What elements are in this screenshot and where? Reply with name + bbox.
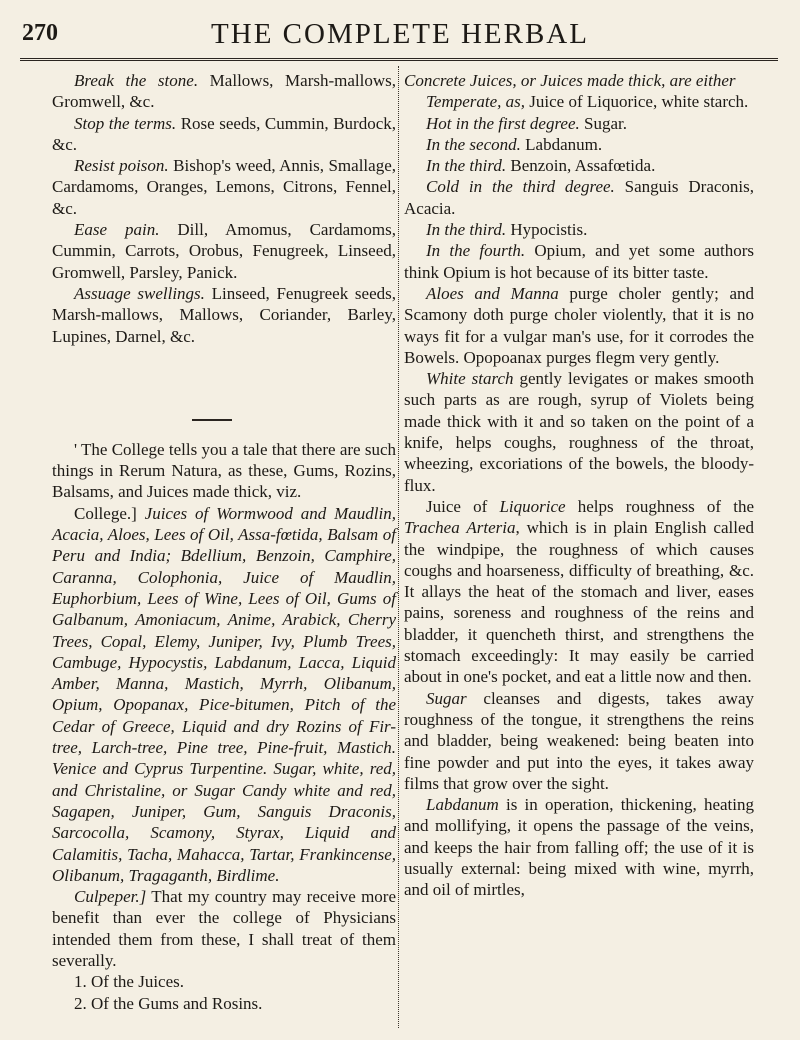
- paragraph-text: Juice of Liquorice, white starch.: [525, 92, 749, 112]
- paragraph-lead: In the second.: [426, 134, 521, 154]
- paragraph-lead: Culpeper.]: [74, 887, 147, 907]
- paragraph-lead: College.]: [74, 503, 145, 523]
- paragraph: [52, 283, 396, 347]
- paragraph-text: helps roughness of the: [565, 496, 754, 516]
- paragraph-text: cleanses and digests, takes away roughness of the tongue, it strengthens the reins and bladder, being weakened: being beaten into fine powder and put into the eyes, it takes away films that grow over the sight.: [404, 688, 754, 793]
- paragraph-text: Opium, and yet some authors think Opium is hot because of its bitter taste.: [404, 241, 754, 282]
- paragraph-lead: Aloes and Manna: [426, 283, 559, 303]
- paragraph-text: Sugar.: [579, 113, 627, 133]
- paragraph: [404, 283, 754, 368]
- paragraph-text: That my country may receive more benefit than ever the college of Physicians intended them from these, I shall treat of them severally.: [52, 887, 396, 970]
- paragraph-text: Sanguis Draconis, Acacia.: [404, 177, 754, 218]
- paragraph: [404, 794, 754, 900]
- paragraph: [404, 688, 754, 794]
- paragraph: ' The College tells you a tale that there are such things in Rerum Natura, as these, Gums, Rozins, Balsams, and Juices made thick, viz.: [52, 439, 396, 502]
- paragraph-lead: Assuage swellings.: [74, 283, 205, 303]
- paragraph-text: Hypocistis.: [506, 220, 588, 240]
- section-rule: [192, 419, 232, 421]
- paragraph-text: Rose seeds, Cummin, Burdock, &c.: [52, 113, 396, 154]
- paragraph: [52, 70, 396, 113]
- paragraph-term: Liquorice: [499, 496, 566, 516]
- paragraph-text: purge choler gently; and Scamony doth purge choler violently, that it is no ways fit for a vulgar man's use, for it corrodes the Bowels. Opopoanax purges flegm very gently.: [404, 283, 754, 367]
- right-column: [404, 70, 754, 901]
- paragraph-text: Juice of: [426, 496, 500, 516]
- paragraph-text: gently levigates or makes smooth such parts as are rough, syrup of Violets being made thick with it and so taken on the point of a knife, helps coughs, roughness of the throat, wheezing, excoriations of the bowels, the bloody-flux.: [404, 369, 754, 495]
- paragraph: [404, 240, 754, 283]
- paragraph-lead: Sugar: [426, 688, 467, 708]
- paragraph: [404, 91, 754, 112]
- header-rule: [20, 58, 778, 61]
- paragraph: [404, 113, 754, 134]
- paragraph-lead: In the third.: [426, 220, 507, 240]
- paragraph-text: Benzoin, Assafœtida.: [506, 156, 656, 176]
- paragraph-text: , which is in plain English called the windpipe, the roughness of which causes coughs and hoarseness, difficulty of breathing, &c. It allays the heat of the stomach and liver, eases pains, soreness and roughness of the reins and bladder, it quencheth thirst, and strengthens the stomach exceedingly: It may easily be carried about in one's pocket, and eat a little now and then.: [404, 518, 754, 687]
- paragraph: [404, 368, 754, 496]
- paragraph-text: Concrete Juices, or Juices made thick, are either: [404, 71, 736, 90]
- section-gap: [52, 347, 396, 437]
- paragraph-text: Bishop's weed, Annis, Smallage, Cardamoms, Oranges, Lemons, Citrons, Fennel, &c.: [52, 156, 396, 218]
- paragraph: [404, 176, 754, 219]
- paragraph: [52, 886, 396, 971]
- paragraph-text: Juices of Wormwood and Maudlin, Acacia, Aloes, Lees of Oil, Assa-fœtida, Balsam of Peru and India; Bdellium, Benzoin, Camphire, Caranna, Colophonia, Juice of Maudlin, Euphorbium, Lees of Wine, Lees of Oil, Gums of Galbanum, Amoniacum, Anime, Arabick, Cherry Trees, Copal, Elemy, Juniper, Ivy, Plumb Trees, Cambuge, Hypocystis, Labdanum, Lacca, Liquid Amber, Manna, Mastich, Myrrh, Olibanum, Opium, Opopanax, Pice-bitumen, Pitch of the Cedar of Greece, Liquid and dry Rozins of Fir-tree, Larch-tree, Pine tree, Pine-fruit, Mastich. Venice and Cyprus Turpentine. Sugar, white, red, and Christaline, or Sugar Candy white and red, Sagapen, Juniper, Gum, Sanguis Draconis, Sarcocolla, Scamony, Styrax, Liquid and Calamitis, Tacha, Mahacca, Tartar, Frankincense, Olibanum, Tragaganth, Birdlime.: [52, 503, 396, 885]
- paragraph-lead: Cold in the third degree.: [426, 177, 615, 197]
- paragraph: [404, 134, 754, 155]
- page-number: 270: [22, 20, 58, 46]
- paragraph: [52, 113, 396, 156]
- paragraph-text: is in operation, thickening, heating and mollifying, it opens the passage of the veins, and keeps the hair from falling off; the use of it is usually external: being mixed with wine, myrrh, and oil of mirtles,: [404, 795, 754, 900]
- paragraph-text: Mallows, Marsh-mallows, Gromwell, &c.: [52, 71, 396, 112]
- list-item: 1. Of the Juices.: [74, 972, 185, 992]
- paragraph-lead: Hot in the first degree.: [426, 113, 580, 133]
- paragraph-lead: Labdanum: [426, 795, 499, 815]
- paragraph-lead: Break the stone.: [74, 71, 199, 90]
- paragraph: [404, 70, 754, 91]
- paragraph-lead: Stop the terms.: [74, 113, 177, 133]
- paragraph: [52, 155, 396, 219]
- running-title: THE COMPLETE HERBAL: [211, 18, 589, 50]
- paragraph-text: Labdanum.: [520, 134, 603, 154]
- paragraph-lead: Resist poison.: [74, 156, 169, 176]
- paragraph-term: Trachea Arteria: [404, 518, 516, 538]
- paragraph: [404, 155, 754, 176]
- paragraph-lead: In the third.: [426, 156, 507, 176]
- paragraph-lead: Temperate, as,: [426, 92, 526, 112]
- list-item: 2. Of the Gums and Rosins.: [74, 993, 263, 1013]
- paragraph-lead: White starch: [426, 369, 514, 389]
- paragraph: [404, 219, 754, 240]
- column-divider: [398, 66, 399, 1028]
- page-header: [20, 14, 780, 56]
- paragraph-text: Linseed, Fenugreek seeds, Marsh-mallows, Mallows, Coriander, Barley, Lupines, Darnel, &c.: [52, 283, 397, 346]
- paragraph: [404, 496, 754, 688]
- paragraph: [52, 503, 396, 886]
- paragraph-text: Dill, Amomus, Cardamoms, Cummin, Carrots, Orobus, Fenugreek, Linseed, Gromwell, Parsley, Panick.: [52, 220, 396, 282]
- paragraph: [52, 219, 396, 283]
- paragraph-lead: Ease pain.: [74, 220, 160, 240]
- left-column: [52, 70, 396, 1014]
- paragraph-lead: In the fourth.: [426, 241, 526, 261]
